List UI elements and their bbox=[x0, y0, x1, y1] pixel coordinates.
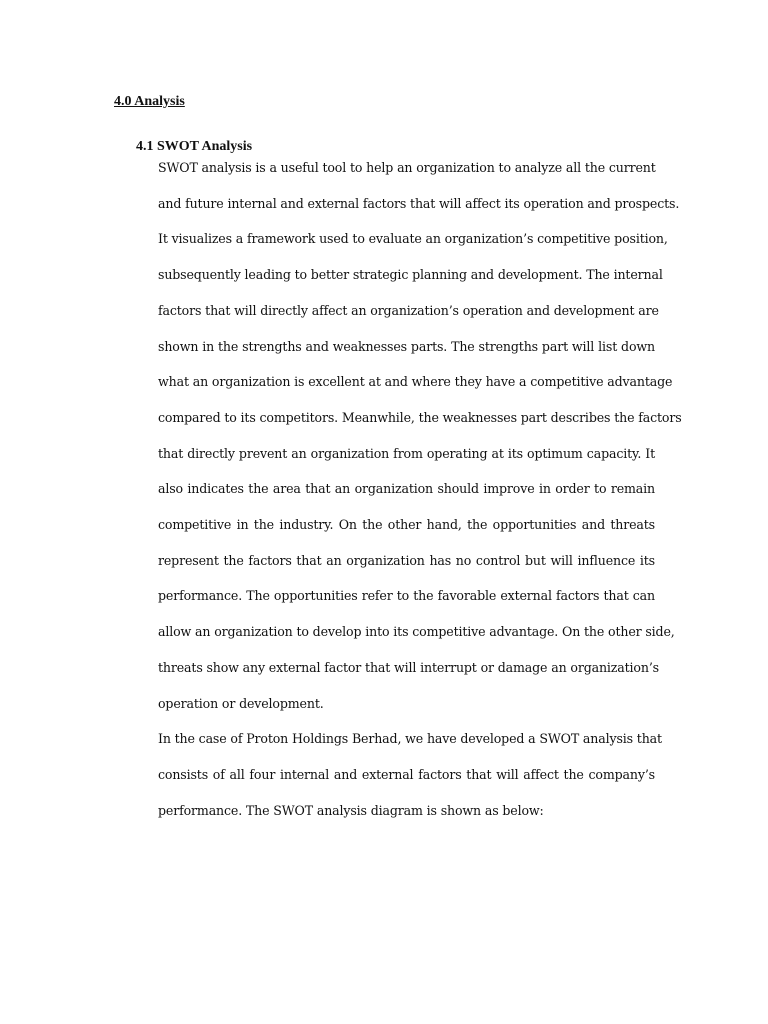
paragraph-1-line: subsequently leading to better strategic planning and development. The internal bbox=[158, 267, 663, 283]
paragraph-1-line: allow an organization to develop into its competitive advantage. On the other side, bbox=[158, 624, 675, 640]
paragraph-1-line: compared to its competitors. Meanwhile, the weaknesses part describes the factors bbox=[158, 409, 682, 425]
paragraph-1-line: operation or development. bbox=[158, 695, 324, 711]
paragraph-1-line: shown in the strengths and weaknesses parts. The strengths part will list down bbox=[158, 338, 655, 354]
paragraph-1-line: threats show any external factor that will interrupt or damage an organization’s bbox=[158, 659, 659, 675]
paragraph-1-line: what an organization is excellent at and where they have a competitive advantage bbox=[158, 374, 673, 390]
subsection-heading: 4.1 SWOT Analysis bbox=[136, 139, 253, 154]
paragraph-1-line: factors that will directly affect an organization’s operation and development are bbox=[158, 302, 659, 318]
paragraph-1-line: performance. The opportunities refer to the favorable external factors that can bbox=[158, 588, 655, 604]
paragraph-2-line: performance. The SWOT analysis diagram is shown as below: bbox=[158, 802, 544, 818]
paragraph-1-line: also indicates the area that an organization should improve in order to remain bbox=[158, 481, 655, 497]
paragraph-1-line: and future internal and external factors that will affect its operation and prospects. bbox=[158, 195, 680, 211]
paragraph-1-line: SWOT analysis is a useful tool to help an organization to analyze all the current bbox=[158, 160, 656, 175]
section-heading: 4.0 Analysis bbox=[114, 94, 185, 109]
paragraph-1-line: It visualizes a framework used to evaluate an organization’s competitive position, bbox=[158, 231, 668, 247]
paragraph-2-line: consists of all four internal and external factors that will affect the company’s bbox=[158, 766, 655, 782]
paragraph-2-line: In the case of Proton Holdings Berhad, we have developed a SWOT analysis that bbox=[158, 731, 662, 747]
paragraph-1-line: represent the factors that an organization has no control but will influence its bbox=[158, 552, 655, 568]
paragraph-1-line: that directly prevent an organization from operating at its optimum capacity. It bbox=[158, 445, 655, 461]
paragraph-1-line: competitive in the industry. On the other hand, the opportunities and threats bbox=[158, 517, 655, 532]
